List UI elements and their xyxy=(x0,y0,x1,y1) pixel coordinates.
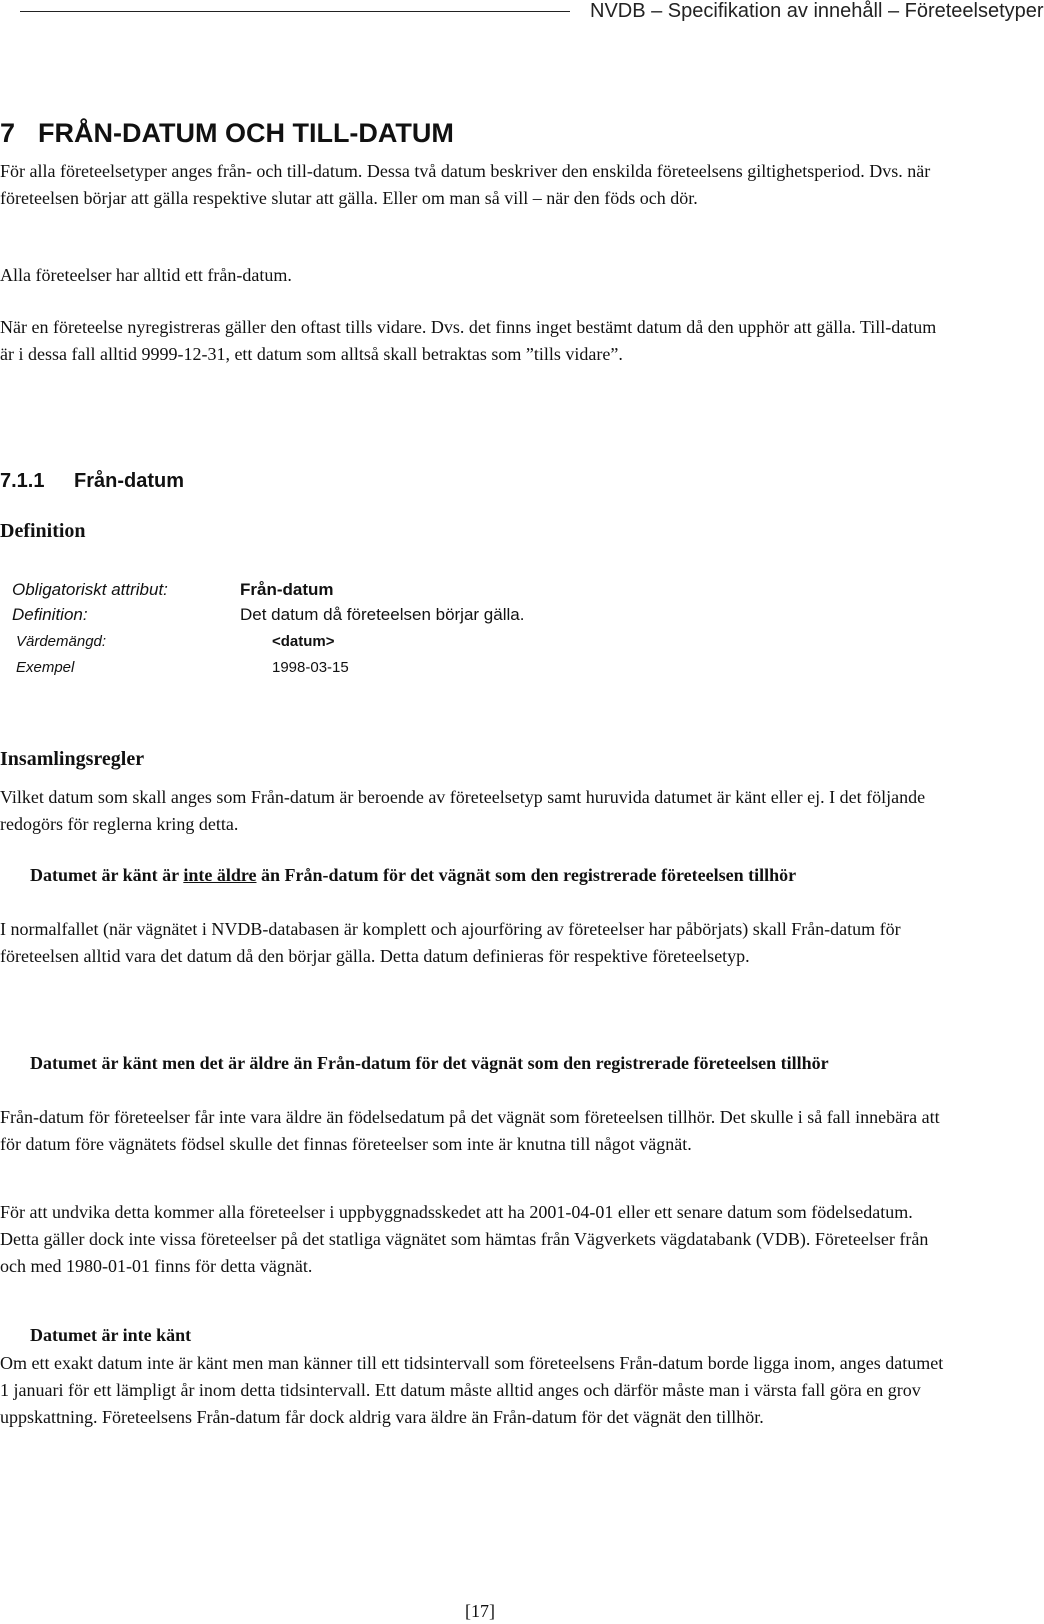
intro-paragraph-2: Alla företeelser har alltid ett från-datum. xyxy=(0,265,292,285)
subsection-heading xyxy=(0,470,184,493)
definition-label-3: Värdemängd: xyxy=(16,633,107,650)
intro-paragraph-1: För alla företeelsetyper anges från- och till-datum. Dessa två datum beskriver den enskilda företeelsens giltighetsperiod. Dvs. när företeelsen börjar att gälla respektive slutar att gälla. Eller om man så vill – när den föds och dör. xyxy=(0,161,931,208)
definition-label-2: Definition: xyxy=(12,605,88,624)
section-number: 7 xyxy=(0,118,16,148)
case1-heading-start: Datumet är känt är xyxy=(30,865,184,885)
case1-heading-underlined: inte äldre xyxy=(183,865,257,885)
definition-heading: Definition xyxy=(0,520,86,542)
case3-paragraph: Om ett exakt datum inte är känt men man känner till ett tidsintervall som företeelsens Från-datum borde ligga inom, anges datumet 1 januari för ett lämpligt år inom detta tidsintervall. Ett datum måste alltid anges och därför måste man i värsta fall göra en grov uppskattning. Företeelsens Från-datum får dock aldrig vara äldre än Från-datum för det vägnät den tillhör. xyxy=(0,1353,944,1427)
definition-value-1: Från-datum xyxy=(240,580,334,599)
section-title: FRÅN-DATUM OCH TILL-DATUM xyxy=(38,118,454,148)
case1-heading xyxy=(30,862,930,889)
case2-paragraph-1: Från-datum för företeelser får inte vara äldre än födelsedatum på det vägnät som företeelsen tillhör. Det skulle i så fall innebära att för datum före vägnätets födsel skulle det finnas företeelser som inte är knutna till något vägnät. xyxy=(0,1107,940,1154)
case2-paragraph-2: För att undvika detta kommer alla företeelser i uppbyggnadsskedet att ha 2001-04-01 eller ett senare datum som födelsedatum. Detta gäller dock inte vissa företeelser på det statliga vägnätet som hämtas från Vägverkets vägdatabank (VDB). Företeelser från och med 1980-01-01 finns för detta vägnät. xyxy=(0,1202,929,1276)
definition-value-4: 1998-03-15 xyxy=(272,659,349,676)
intro-paragraph-3: När en företeelse nyregistreras gäller den oftast tills vidare. Dvs. det finns inget bestämt datum då den upphör att gälla. Till-datum är i dessa fall alltid 9999-12-31, ett datum som alltså skall betraktas som ”tills vidare”. xyxy=(0,317,937,364)
definition-value-3: <datum> xyxy=(272,633,335,650)
definition-label-4: Exempel xyxy=(16,659,75,676)
insamling-paragraph: Vilket datum som skall anges som Från-datum är beroende av företeelsetyp samt huruvida datumet är känt eller ej. I det följande redogörs för reglerna kring detta. xyxy=(0,787,926,834)
definition-label-1: Obligatoriskt attribut: xyxy=(12,580,168,599)
case1-paragraph: I normalfallet (när vägnätet i NVDB-databasen är komplett och ajourföring av företeelser har påbörjats) skall Från-datum för företeelsen alltid vara det datum då den börjar gälla. Detta datum definieras för respektive företeelsetyp. xyxy=(0,919,901,966)
page-number: [17] xyxy=(465,1601,495,1621)
insamling-heading: Insamlingsregler xyxy=(0,748,145,770)
section-heading xyxy=(0,118,454,149)
case1-heading-end: än Från-datum för det vägnät som den registrerade företeelsen tillhör xyxy=(256,865,797,885)
case3-heading: Datumet är inte känt xyxy=(30,1325,192,1345)
subsection-title: Från-datum xyxy=(74,470,184,492)
header-rule xyxy=(20,11,570,12)
definition-value-2: Det datum då företeelsen börjar gälla. xyxy=(240,605,525,624)
running-header: NVDB – Specifikation av innehåll – Företeelsetyper xyxy=(590,0,1044,22)
subsection-number: 7.1.1 xyxy=(0,470,45,492)
case2-heading: Datumet är känt men det är äldre än Från-datum för det vägnät som den registrerade företeelsen tillhör xyxy=(30,1053,829,1073)
